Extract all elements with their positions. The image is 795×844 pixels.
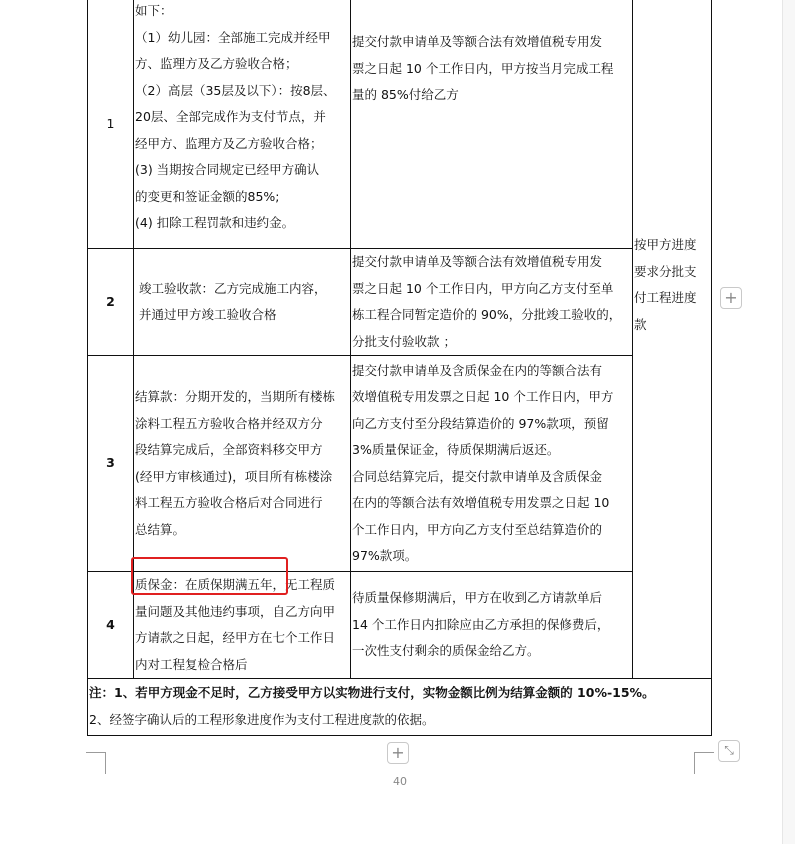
payment-cell xyxy=(351,249,633,356)
table-row xyxy=(88,356,712,572)
text-line: 的变更和签证金额的85%; xyxy=(135,188,280,204)
add-column-button[interactable] xyxy=(720,287,742,309)
text-line: （1）幼儿园：全部施工完成并经甲 xyxy=(135,29,331,45)
text-line: 料工程五方验收合格后对合同进行 xyxy=(135,495,323,510)
highlight-box xyxy=(131,557,288,595)
text-line: 一次性支付剩余的质保金给乙方。 xyxy=(352,643,540,659)
footnote-2: 2、经签字确认后的工程形象进度作为支付工程进度款的依据。 xyxy=(89,712,435,727)
text-line: 如下： xyxy=(135,3,173,19)
text-line: 效增值税专用发票之日起 10 个工作日内，甲方 xyxy=(352,389,614,404)
text-line: 3%质量保证金，待质保期满后返还。 xyxy=(352,442,560,457)
text-line: 14 个工作日内扣除应由乙方承担的保修费后， xyxy=(352,616,610,632)
plus-icon: + xyxy=(724,288,738,307)
text-line: 提交付款申请单及含质保金在内的等额合法有 xyxy=(352,362,603,378)
row-number: 3 xyxy=(88,356,134,572)
text-line: 票之日起 10 个工作日内，甲方按当月完成工程 xyxy=(352,60,614,76)
text-line: 段结算完成后，全部资料移交甲方 xyxy=(135,442,323,457)
text-line: 款 xyxy=(634,316,647,332)
footnote-cell xyxy=(88,679,712,736)
condition-cell xyxy=(134,249,351,356)
footnote-1: 注：1、若甲方现金不足时，乙方接受甲方以实物进行支付，实物金额比例为结算金额的 10%-15%。 xyxy=(89,685,655,700)
footnote-row xyxy=(88,679,712,736)
text-line: 质保金：在质保期满五年，无工程质 xyxy=(135,577,336,592)
text-line: （2）高层（35层及以下）：按8层、 xyxy=(135,82,336,98)
text-line: (3) 当期按合同规定已经甲方确认 xyxy=(135,162,320,178)
text-line: 个工作日内，甲方向乙方支付至总结算造价的 xyxy=(352,521,603,537)
text-line: 并通过甲方竣工验收合格 xyxy=(139,307,277,322)
text-line: 97%款项。 xyxy=(352,548,418,563)
payment-cell xyxy=(351,356,633,572)
text-line: 内对工程复检合格后 xyxy=(135,656,248,672)
merged-note-cell xyxy=(633,0,712,679)
text-line: 在内的等额合法有效增值税专用发票之日起 10 xyxy=(352,495,610,510)
payment-cell xyxy=(351,572,633,679)
text-line: 量的 85%付给乙方 xyxy=(352,87,459,102)
condition-cell xyxy=(134,0,351,249)
payment-terms-table xyxy=(87,0,712,736)
table-row xyxy=(88,249,712,356)
condition-cell xyxy=(134,356,351,572)
payment-cell xyxy=(351,0,633,249)
text-line: 提交付款申请单及等额合法有效增值税专用发 xyxy=(352,34,603,49)
text-line: 提交付款申请单及等额合法有效增值税专用发 xyxy=(352,254,603,269)
scrollbar[interactable] xyxy=(782,0,795,844)
text-line: 总结算。 xyxy=(135,521,186,537)
text-line: 方、监理方及乙方验收合格； xyxy=(135,56,298,72)
text-line: 涂料工程五方验收合格并经双方分 xyxy=(135,415,323,431)
plus-icon: + xyxy=(391,743,405,762)
text-line: 20层、全部完成作为支付节点，并 xyxy=(135,109,326,125)
text-line: 合同总结算完后，提交付款申请单及含质保金 xyxy=(352,468,603,484)
page-corner-mark-left xyxy=(86,752,106,774)
text-line: (4) 扣除工程罚款和违约金。 xyxy=(135,215,295,231)
row-number: 4 xyxy=(88,572,134,679)
collapse-button[interactable] xyxy=(718,740,740,762)
text-line: 按甲方进度 xyxy=(634,237,697,252)
row-number: 2 xyxy=(88,249,134,356)
text-line: 待质量保修期满后，甲方在收到乙方请款单后 xyxy=(352,590,603,606)
text-line: 经甲方、监理方及乙方验收合格； xyxy=(135,135,323,151)
text-line: 方请款之日起，经甲方在七个工作日 xyxy=(135,630,336,645)
text-line: 要求分批支 xyxy=(634,263,697,279)
text-line: 竣工验收款：乙方完成施工内容， xyxy=(139,280,327,296)
text-line: 付工程进度 xyxy=(634,290,697,305)
add-row-button[interactable] xyxy=(387,742,409,764)
text-line: 分批支付验收款 ； xyxy=(352,333,456,349)
row-number: 1 xyxy=(88,0,134,249)
text-line: 票之日起 10 个工作日内，甲方向乙方支付至单 xyxy=(352,280,614,296)
text-line: 结算款：分期开发的，当期所有楼栋 xyxy=(135,389,336,404)
text-line: (经甲方审核通过)，项目所有栋楼涂 xyxy=(135,468,333,484)
page-number: 40 xyxy=(393,775,407,788)
page-corner-mark-right xyxy=(694,752,714,774)
text-line: 向乙方支付至分段结算造价的 97%款项，预留 xyxy=(352,415,609,431)
table-row xyxy=(88,0,712,249)
text-line: 栋工程合同暂定造价的 90%，分批竣工验收的， xyxy=(352,307,622,322)
collapse-icon: ⤡ xyxy=(724,743,734,757)
text-line: 量问题及其他违约事项，自乙方向甲 xyxy=(135,603,336,619)
